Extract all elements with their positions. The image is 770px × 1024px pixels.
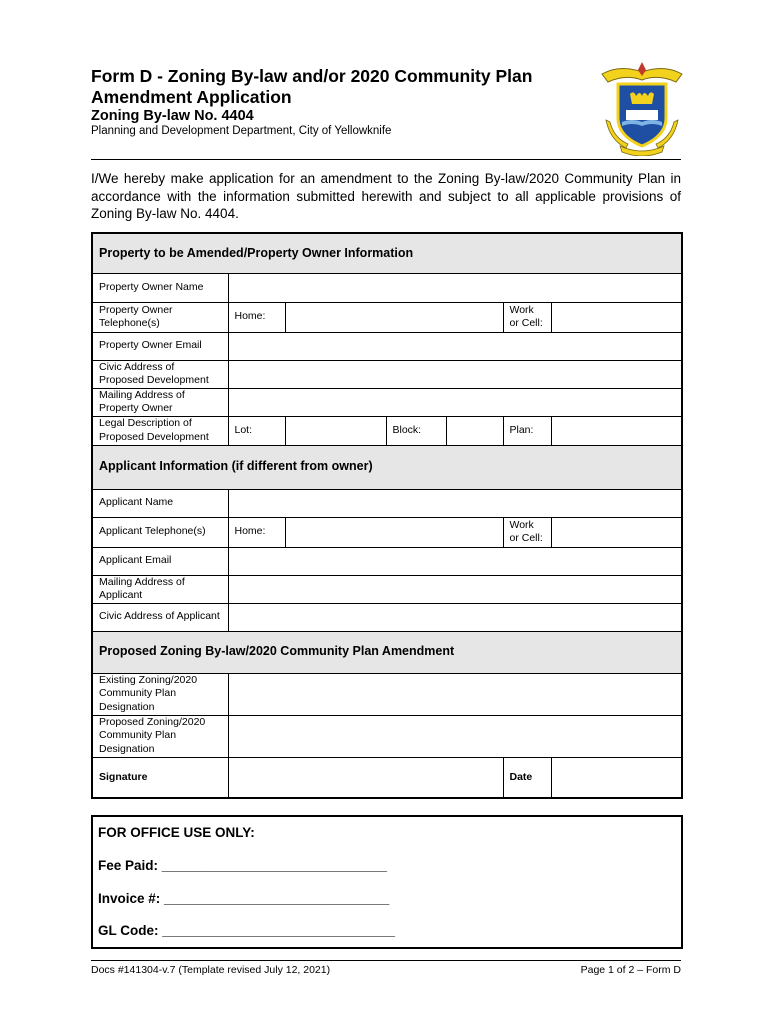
civic-address-field[interactable] [228,360,682,388]
applicant-name-field[interactable] [228,489,682,517]
owner-name-label: Property Owner Name [92,273,228,302]
applicant-mailing-label: Mailing Address of Applicant [92,575,228,603]
proposed-zoning-field[interactable] [228,715,682,757]
application-form-table [91,232,683,799]
bylaw-number: Zoning By-law No. 4404 [91,108,254,124]
fee-paid-line[interactable]: Fee Paid: ______________________________ [98,858,388,873]
date-field[interactable] [551,757,682,798]
owner-section-heading: Property to be Amended/Property Owner Information [92,233,682,273]
city-crest-logo [596,60,688,156]
applicant-home-phone-field[interactable] [285,517,503,547]
plan-field[interactable] [551,416,682,445]
plan-label: Plan: [503,416,551,445]
applicant-name-label: Applicant Name [92,489,228,517]
applicant-civic-label: Civic Address of Applicant [92,603,228,631]
applicant-home-label: Home: [228,517,285,547]
owner-phone-label: Property Owner Telephone(s) [92,302,228,332]
owner-email-label: Property Owner Email [92,332,228,360]
applicant-civic-field[interactable] [228,603,682,631]
existing-zoning-field[interactable] [228,673,682,715]
applicant-work-label: Work or Cell: [503,517,551,547]
applicant-section-heading: Applicant Information (if different from owner) [92,445,682,489]
applicant-work-phone-field[interactable] [551,517,682,547]
applicant-email-field[interactable] [228,547,682,575]
legal-description-label: Legal Description of Proposed Development [92,416,228,445]
block-label: Block: [386,416,446,445]
owner-name-field[interactable] [228,273,682,302]
existing-zoning-label: Existing Zoning/2020 Community Plan Designation [92,673,228,715]
page-number: Page 1 of 2 – Form D [580,964,681,976]
lot-field[interactable] [285,416,386,445]
signature-label: Signature [92,757,228,798]
block-field[interactable] [446,416,503,445]
applicant-mailing-field[interactable] [228,575,682,603]
owner-home-phone-field[interactable] [285,302,503,332]
signature-field[interactable] [228,757,503,798]
department-name: Planning and Development Department, City of Yellowknife [91,125,392,137]
date-label: Date [503,757,551,798]
amendment-section-heading: Proposed Zoning By-law/2020 Community Plan Amendment [92,631,682,673]
footer-rule [91,960,681,961]
owner-work-label: Work or Cell: [503,302,551,332]
header-rule [91,159,681,160]
form-title: Form D - Zoning By-law and/or 2020 Community Plan Amendment Application [91,66,533,107]
invoice-line[interactable]: Invoice #: ______________________________ [98,891,390,906]
applicant-phone-label: Applicant Telephone(s) [92,517,228,547]
docs-reference: Docs #141304-v.7 (Template revised July 12, 2021) [91,964,331,976]
civic-address-label: Civic Address of Proposed Development [92,360,228,388]
owner-home-label: Home: [228,302,285,332]
owner-work-phone-field[interactable] [551,302,682,332]
gl-code-line[interactable]: GL Code: _______________________________ [98,923,395,938]
applicant-email-label: Applicant Email [92,547,228,575]
proposed-zoning-label: Proposed Zoning/2020 Community Plan Designation [92,715,228,757]
intro-paragraph: I/We hereby make application for an amendment to the Zoning By-law/2020 Community Plan in accordance with the information submitted herewith and subject to all applicable provisions of Zoning By-law No. 4404. [91,171,681,221]
office-use-heading: FOR OFFICE USE ONLY: [98,825,255,840]
owner-email-field[interactable] [228,332,682,360]
owner-mailing-field[interactable] [228,388,682,416]
owner-mailing-label: Mailing Address of Property Owner [92,388,228,416]
lot-label: Lot: [228,416,285,445]
office-use-box [91,815,683,949]
